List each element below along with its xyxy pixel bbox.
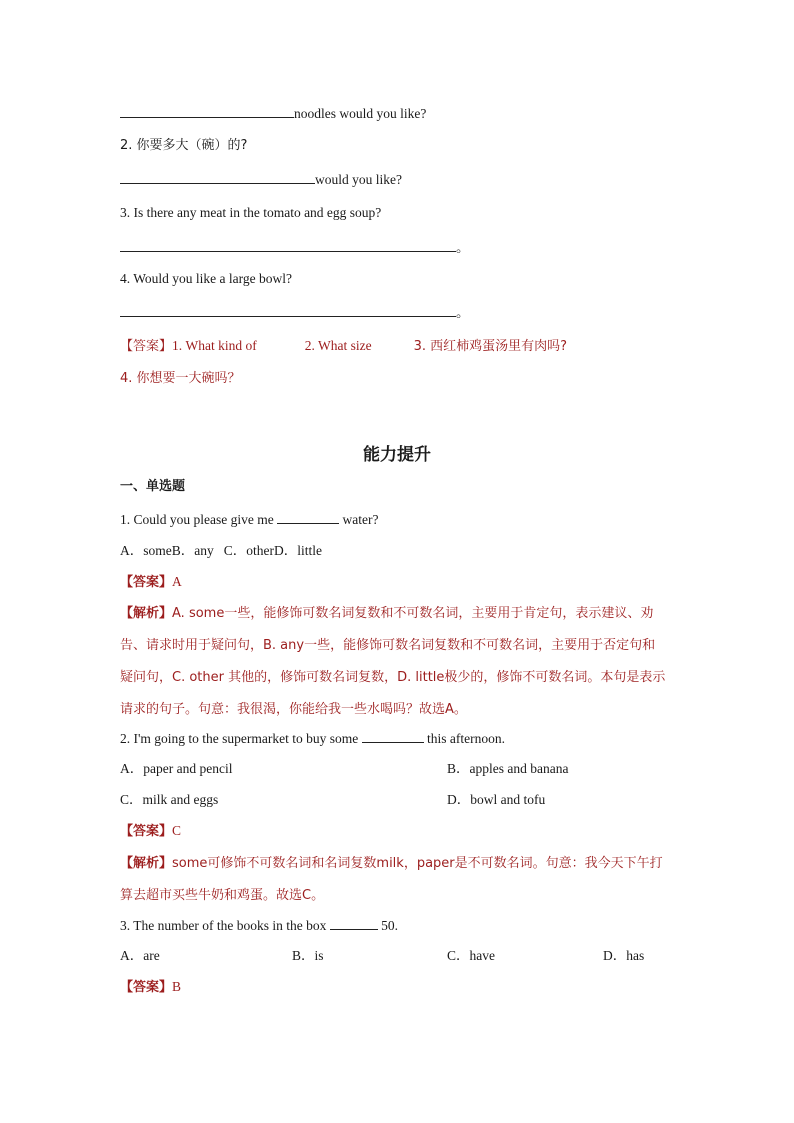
question-2-answer [120,822,181,841]
translation-q3-prompt: 3. Is there any meat in the tomato and egg soup? [120,205,382,220]
question-1-prompt [120,510,378,529]
option-d[interactable]: D．little [274,543,322,558]
option-a[interactable]: A．are [120,948,160,963]
q3-end: 。 [456,240,470,255]
option-a[interactable]: A．some [120,543,172,558]
option-d[interactable]: D．bowl and tofu [447,792,546,807]
answer-blank[interactable] [120,170,315,184]
option-d[interactable]: D．has [603,948,645,963]
translation-q2-line [120,170,402,189]
question-text: 2. I'm going to the supermarket to buy some [120,731,359,746]
option-c[interactable]: C．other [223,543,274,558]
answer-blank[interactable] [330,916,378,930]
analysis-label: 【解析】 [120,856,173,871]
question-text: this afternoon. [427,731,506,746]
translation-q1-line [120,104,426,123]
question-3-prompt [120,916,398,935]
question-3-answer [120,978,181,997]
answer-label: 【答案】 [120,980,173,995]
answer-blank[interactable] [362,729,424,743]
question-text: 1. Could you please give me [120,512,274,527]
question-text: 50. [381,918,398,933]
answer-blank[interactable] [120,238,456,252]
answer-value: A [172,574,182,589]
option-b[interactable]: B．is [292,948,324,963]
q1-tail: noodles would you like? [294,106,427,121]
question-2-prompt [120,729,505,748]
question-2-analysis [120,847,668,911]
answer-value: C [172,823,182,838]
q4-end: 。 [456,305,470,320]
translation-q3-line [120,238,470,257]
answer-blank[interactable] [120,303,456,317]
translation-answers [120,337,567,356]
translation-q4-prompt: 4. Would you like a large bowl? [120,271,293,286]
q2-tail: would you like? [315,172,402,187]
translation-q2-prompt: 2. 你要多大（碗）的? [120,138,248,153]
option-a[interactable]: A．paper and pencil [120,761,233,776]
option-b[interactable]: B．any [171,543,214,558]
question-text: water? [342,512,379,527]
question-1-analysis [120,597,668,725]
translation-answer-4: 4. 你想要一大碗吗？ [120,371,241,386]
answer-2: 2. What size [304,338,372,353]
translation-q4-line [120,303,470,322]
analysis-text: some可修饰不可数名词和名词复数milk，paper是不可数名词。句意：我今天下午打算去超市买些牛奶和鸡蛋。故选C。 [120,856,663,903]
question-text: 3. The number of the books in the box [120,918,327,933]
analysis-text: A. some一些，能修饰可数名词复数和不可数名词，主要用于肯定句，表示建议、劝告、请求时用于疑问句，B. any一些，能修饰可数名词复数和不可数名词，主要用于否定句和疑问句，C. other 其他的，修饰可数名词复数，D. little极少的，修饰不可数名词。本句是表示请求的句子。句意：我很渴，你能给我一些水喝吗？故选A。 [120,606,666,717]
option-c[interactable]: C．have [447,948,495,963]
subsection-title: 一、单选题 [120,479,186,494]
section-title: 能力提升 [363,445,431,465]
answer-label: 【答案】 [120,575,173,590]
option-c[interactable]: C．milk and eggs [120,792,219,807]
answer-blank[interactable] [120,104,294,118]
answer-1: 1. What kind of [172,338,257,353]
question-1-options [120,542,322,560]
option-b[interactable]: B．apples and banana [447,761,569,776]
answer-3: 3. 西红柿鸡蛋汤里有肉吗? [413,339,568,354]
answer-label: 【答案】 [120,339,173,354]
question-1-answer [120,573,182,592]
analysis-label: 【解析】 [120,606,173,621]
answer-label: 【答案】 [120,824,173,839]
answer-value: B [172,979,182,994]
answer-blank[interactable] [277,510,339,524]
